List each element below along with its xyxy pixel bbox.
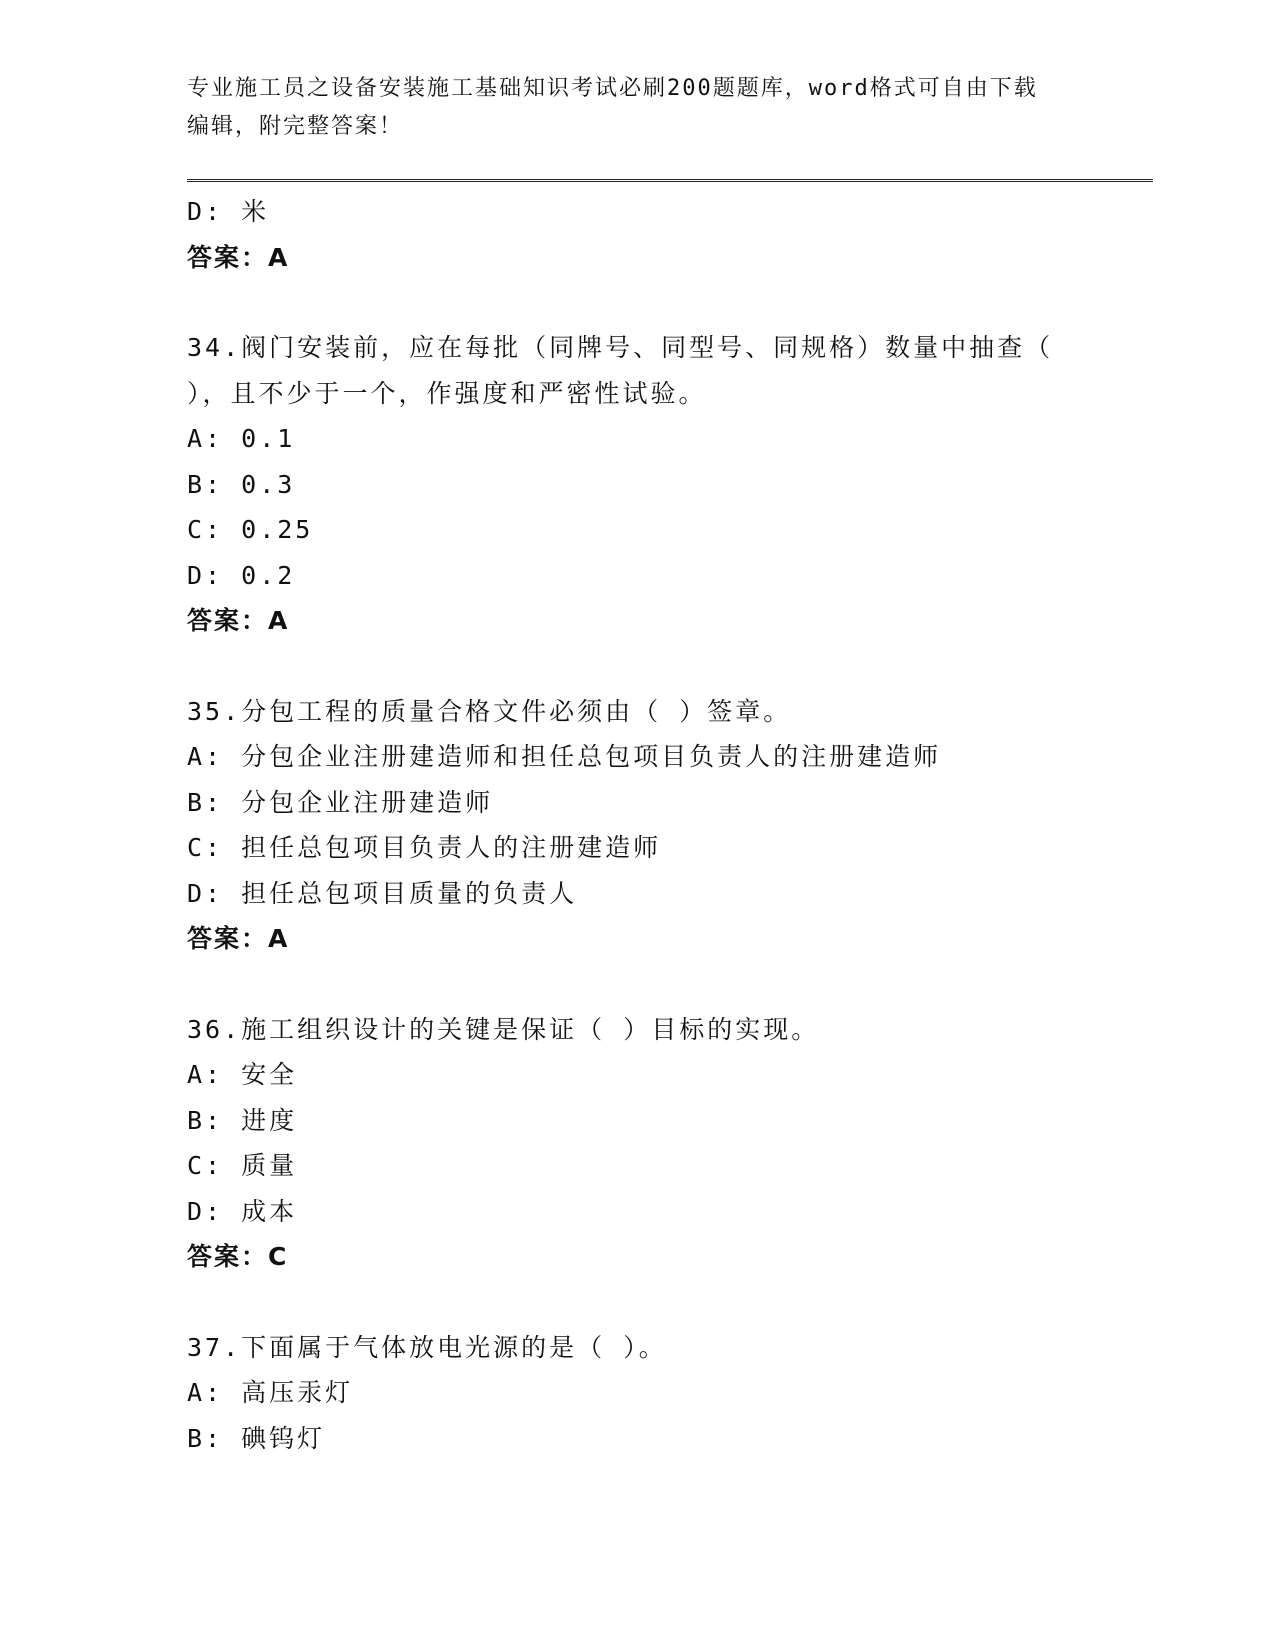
option-a: A: 高压汞灯 (187, 1378, 354, 1407)
question-33-fragment (187, 189, 1087, 280)
option-a: A: 分包企业注册建造师和担任总包项目负责人的注册建造师 (187, 742, 942, 771)
document-body (187, 189, 1087, 1461)
option-d: D: 担任总包项目质量的负责人 (187, 878, 578, 908)
question-36 (187, 1007, 1087, 1280)
spacer (187, 1280, 1087, 1325)
option-d: D: 成本 (187, 1196, 298, 1226)
option-b: B: 进度 (187, 1105, 298, 1135)
option-a: A: 安全 (187, 1060, 298, 1089)
spacer (187, 962, 1087, 1007)
option-c: C: 担任总包项目负责人的注册建造师 (187, 833, 662, 862)
option-b: B: 碘钨灯 (187, 1423, 326, 1453)
option-d: D: 0.2 (187, 560, 296, 590)
question-stem-line-1: 37.下面属于气体放电光源的是（ ）。 (187, 1332, 667, 1362)
answer-line: 答案：A (187, 606, 290, 635)
question-stem-line-2: ），且不少于一个，作强度和严密性试验。 (187, 378, 707, 408)
question-stem-line-1: 34.阀门安装前，应在每批（同牌号、同型号、同规格）数量中抽查（ (187, 333, 1054, 362)
question-37 (187, 1325, 1087, 1462)
question-34 (187, 325, 1087, 644)
option-b: B: 0.3 (187, 469, 296, 499)
question-stem-line-1: 35.分包工程的质量合格文件必须由（ ）签章。 (187, 696, 792, 726)
option-c: C: 0.25 (187, 515, 314, 544)
spacer (187, 280, 1087, 325)
header-title-line-1: 专业施工员之设备安装施工基础知识考试必刷200题题库，word格式可自由下载 (187, 76, 1038, 101)
option-b: B: 分包企业注册建造师 (187, 787, 494, 817)
option-c: C: 质量 (187, 1151, 298, 1180)
question-35 (187, 689, 1087, 962)
header-divider (187, 179, 1153, 182)
page-header (187, 70, 1067, 146)
header-title-line-2: 编辑，附完整答案！ (187, 114, 404, 139)
option-d: D: 米 (187, 197, 270, 226)
answer-line: 答案：C (187, 1242, 289, 1271)
answer-line: 答案：A (187, 924, 290, 953)
option-a: A: 0.1 (187, 424, 296, 453)
question-stem-line-1: 36.施工组织设计的关键是保证（ ）目标的实现。 (187, 1014, 820, 1044)
answer-line: 答案：A (187, 242, 290, 272)
spacer (187, 644, 1087, 689)
